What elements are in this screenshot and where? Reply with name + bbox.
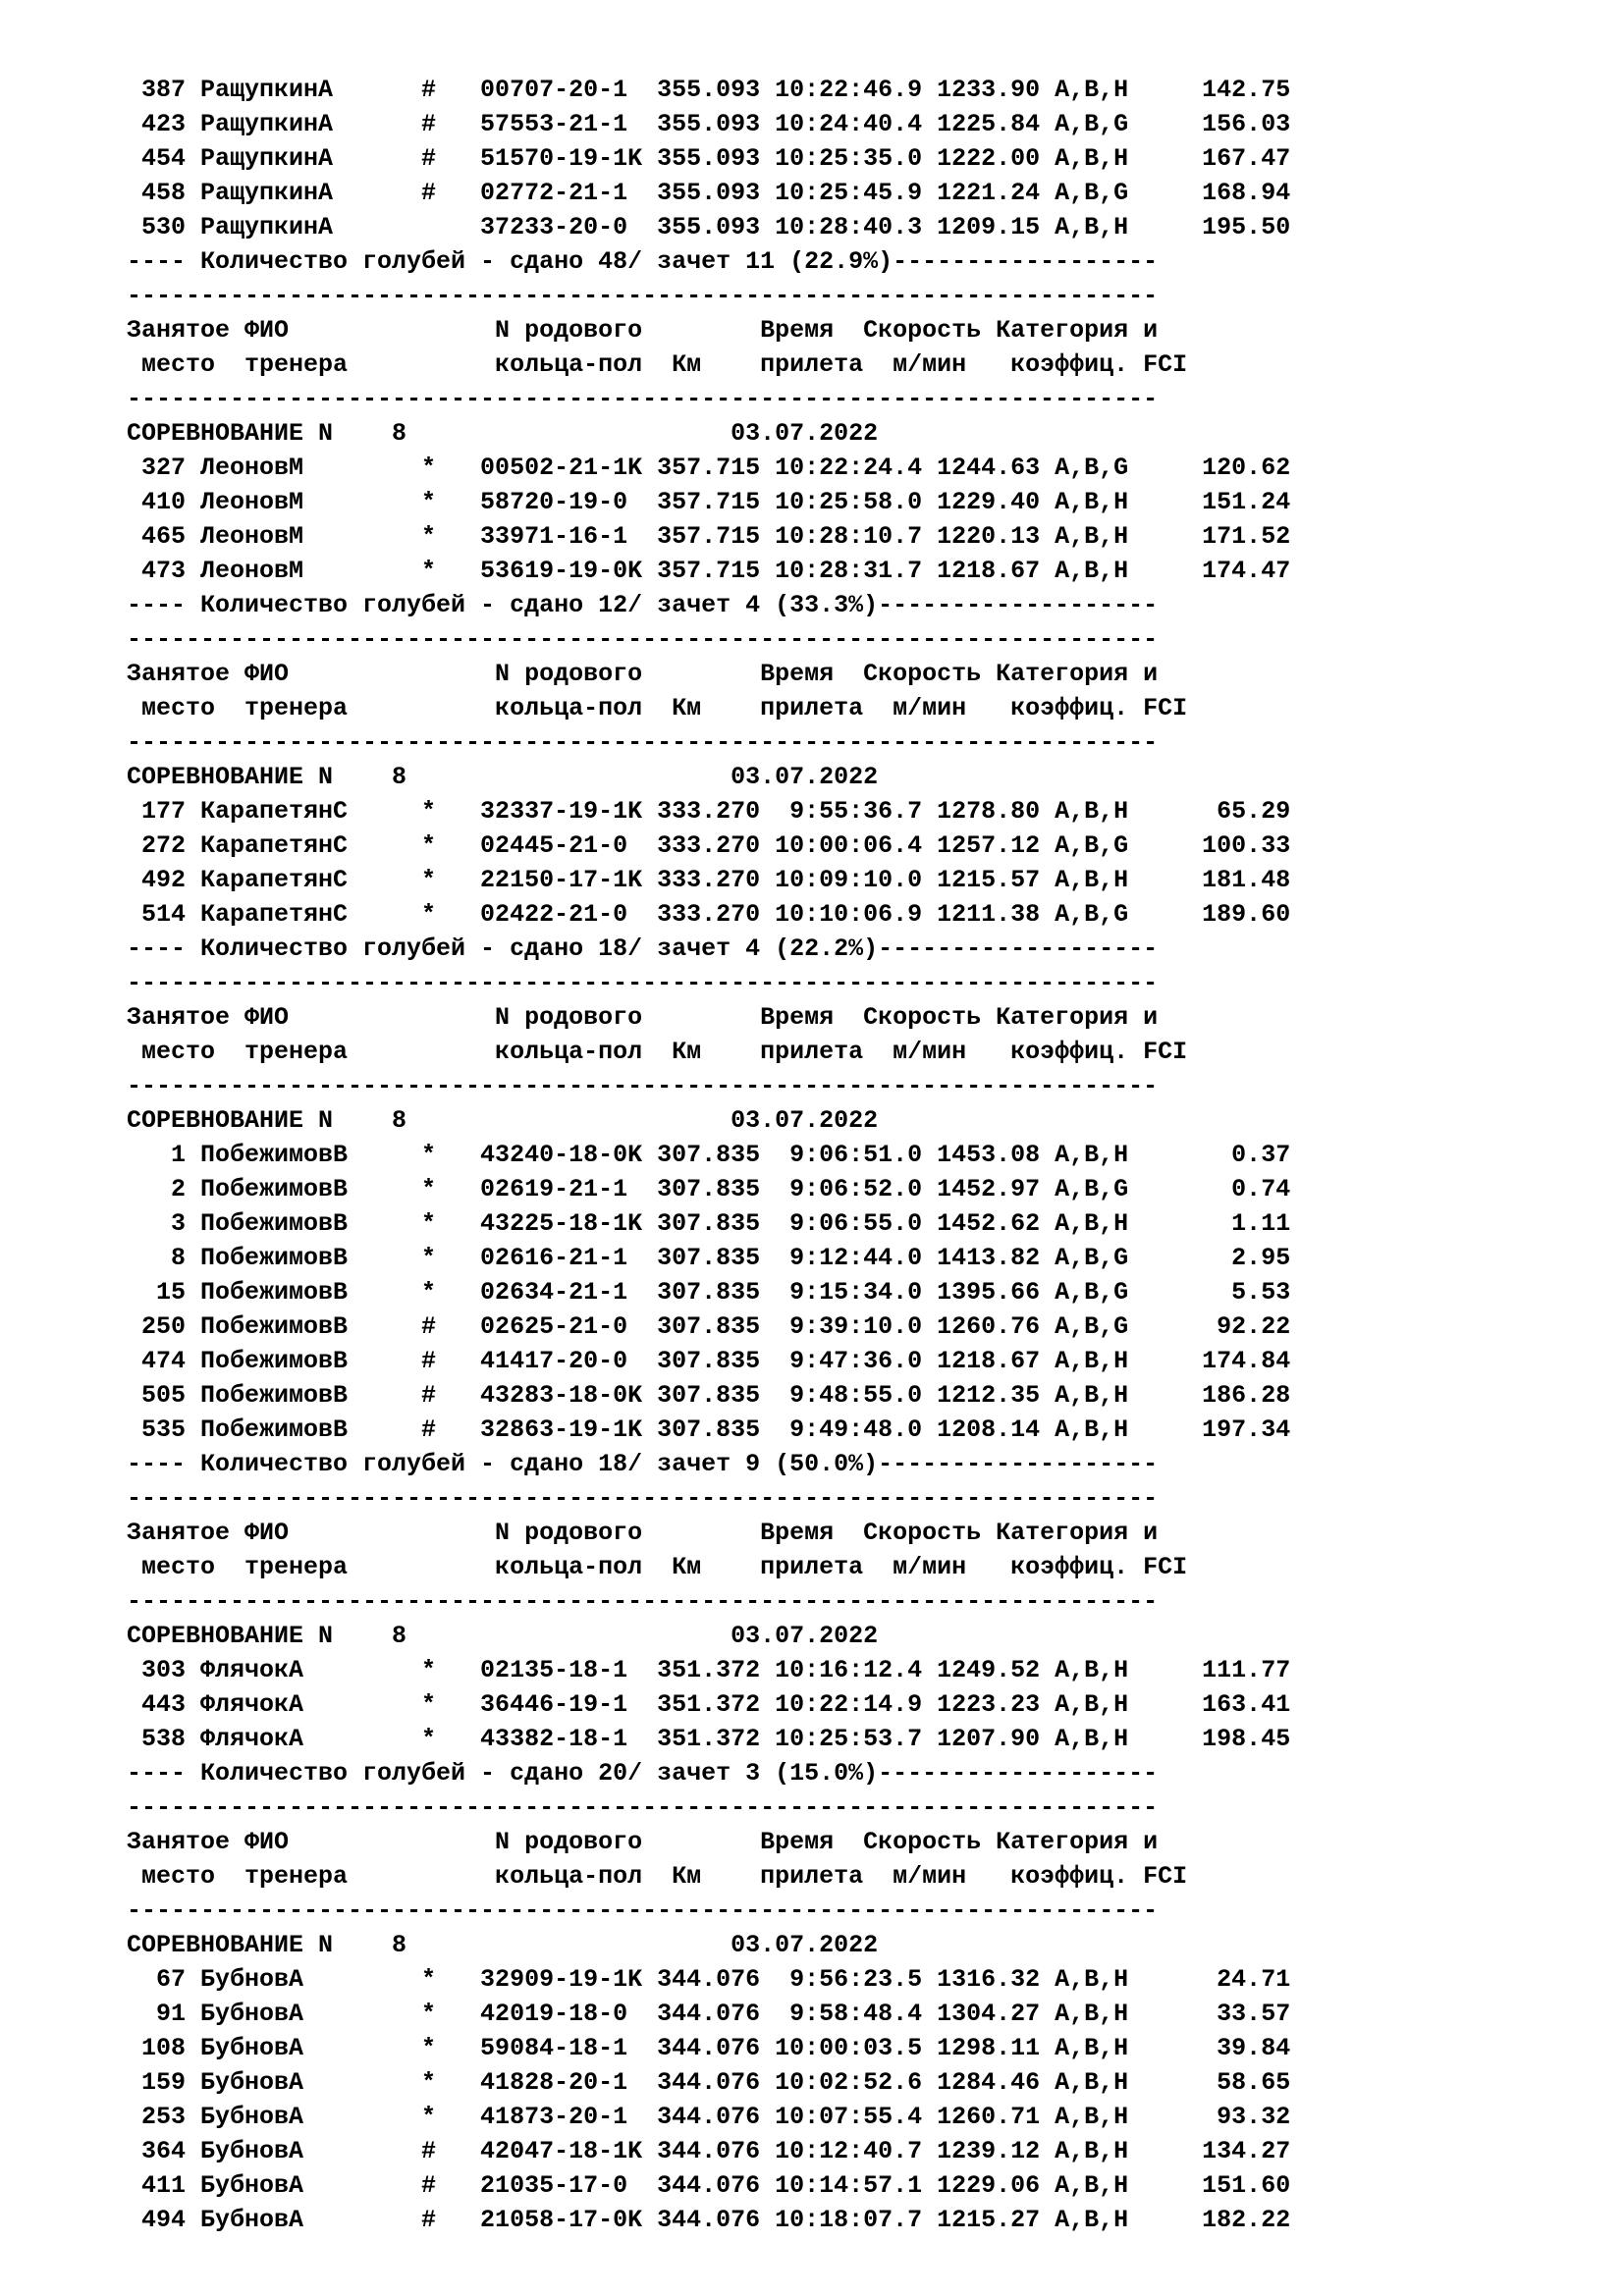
table-row: 411 БубновА # 21035-17-0 344.076 10:14:57.1 1229.06 A,B,H 151.60	[127, 2171, 1291, 2200]
column-header-row: Занятое ФИО N родового Время Скорость Категория и	[127, 660, 1159, 688]
table-row: 364 БубновА # 42047-18-1K 344.076 10:12:40.7 1239.12 A,B,H 134.27	[127, 2137, 1291, 2165]
table-row: 250 ПобежимовВ # 02625-21-0 307.835 9:39:10.0 1260.76 A,B,G 92.22	[127, 1312, 1291, 1341]
competition-heading: СОРЕВНОВАНИЕ N 8 03.07.2022	[127, 419, 879, 448]
divider: ----------------------------------------------------------------------	[127, 625, 1159, 654]
table-row: 423 РащупкинА # 57553-21-1 355.093 10:24:40.4 1225.84 A,B,G 156.03	[127, 110, 1291, 138]
column-header-row: Занятое ФИО N родового Время Скорость Категория и	[127, 316, 1159, 345]
column-header-row: место тренера кольца-пол Км прилета м/мин коэффиц. FCI	[127, 1862, 1188, 1891]
pigeon-count-summary: ---- Количество голубей - сдано 20/ зачет 3 (15.0%)-------------------	[127, 1759, 1159, 1788]
table-row: 443 ФлячокА * 36446-19-1 351.372 10:22:14.9 1223.23 A,B,H 163.41	[127, 1690, 1291, 1719]
table-row: 1 ПобежимовВ * 43240-18-0K 307.835 9:06:51.0 1453.08 A,B,H 0.37	[127, 1141, 1291, 1169]
column-header-row: Занятое ФИО N родового Время Скорость Категория и	[127, 1519, 1159, 1547]
table-row: 108 БубновА * 59084-18-1 344.076 10:00:03.5 1298.11 A,B,H 39.84	[127, 2034, 1291, 2062]
table-row: 474 ПобежимовВ # 41417-20-0 307.835 9:47:36.0 1218.67 A,B,H 174.84	[127, 1347, 1291, 1375]
table-row: 327 ЛеоновМ * 00502-21-1K 357.715 10:22:24.4 1244.63 A,B,G 120.62	[127, 454, 1291, 482]
competition-heading: СОРЕВНОВАНИЕ N 8 03.07.2022	[127, 763, 879, 791]
column-header-row: место тренера кольца-пол Км прилета м/мин коэффиц. FCI	[127, 1553, 1188, 1581]
competition-heading: СОРЕВНОВАНИЕ N 8 03.07.2022	[127, 1106, 879, 1135]
table-row: 91 БубновА * 42019-18-0 344.076 9:58:48.4 1304.27 A,B,H 33.57	[127, 2000, 1291, 2028]
table-row: 410 ЛеоновМ * 58720-19-0 357.715 10:25:58.0 1229.40 A,B,H 151.24	[127, 488, 1291, 516]
column-header-row: место тренера кольца-пол Км прилета м/мин коэффиц. FCI	[127, 1038, 1188, 1066]
table-row: 505 ПобежимовВ # 43283-18-0K 307.835 9:48:55.0 1212.35 A,B,H 186.28	[127, 1381, 1291, 1410]
competition-heading: СОРЕВНОВАНИЕ N 8 03.07.2022	[127, 1622, 879, 1650]
divider: ----------------------------------------------------------------------	[127, 728, 1159, 757]
divider: ----------------------------------------------------------------------	[127, 1793, 1159, 1822]
table-row: 3 ПобежимовВ * 43225-18-1K 307.835 9:06:55.0 1452.62 A,B,H 1.11	[127, 1209, 1291, 1238]
table-row: 15 ПобежимовВ * 02634-21-1 307.835 9:15:34.0 1395.66 A,B,G 5.53	[127, 1278, 1291, 1307]
table-row: 454 РащупкинА # 51570-19-1K 355.093 10:25:35.0 1222.00 A,B,H 167.47	[127, 144, 1291, 173]
table-row: 530 РащупкинА 37233-20-0 355.093 10:28:40.3 1209.15 A,B,H 195.50	[127, 213, 1291, 241]
table-row: 514 КарапетянС * 02422-21-0 333.270 10:10:06.9 1211.38 A,B,G 189.60	[127, 900, 1291, 929]
table-row: 458 РащупкинА # 02772-21-1 355.093 10:25:45.9 1221.24 A,B,G 168.94	[127, 179, 1291, 207]
table-row: 303 ФлячокА * 02135-18-1 351.372 10:16:12.4 1249.52 A,B,H 111.77	[127, 1656, 1291, 1684]
column-header-row: Занятое ФИО N родового Время Скорость Категория и	[127, 1003, 1159, 1032]
table-row: 535 ПобежимовВ # 32863-19-1K 307.835 9:49:48.0 1208.14 A,B,H 197.34	[127, 1415, 1291, 1444]
competition-heading: СОРЕВНОВАНИЕ N 8 03.07.2022	[127, 1931, 879, 1959]
table-row: 253 БубновА * 41873-20-1 344.076 10:07:55.4 1260.71 A,B,H 93.32	[127, 2103, 1291, 2131]
table-row: 159 БубновА * 41828-20-1 344.076 10:02:52.6 1284.46 A,B,H 58.65	[127, 2068, 1291, 2097]
pigeon-count-summary: ---- Количество голубей - сдано 18/ зачет 9 (50.0%)-------------------	[127, 1450, 1159, 1478]
divider: ----------------------------------------------------------------------	[127, 1072, 1159, 1100]
table-row: 387 РащупкинА # 00707-20-1 355.093 10:22:46.9 1233.90 A,B,H 142.75	[127, 76, 1291, 104]
table-row: 8 ПобежимовВ * 02616-21-1 307.835 9:12:44.0 1413.82 A,B,G 2.95	[127, 1244, 1291, 1272]
divider: ----------------------------------------------------------------------	[127, 385, 1159, 413]
pigeon-count-summary: ---- Количество голубей - сдано 18/ зачет 4 (22.2%)-------------------	[127, 934, 1159, 963]
divider: ----------------------------------------------------------------------	[127, 969, 1159, 997]
table-row: 473 ЛеоновМ * 53619-19-0K 357.715 10:28:31.7 1218.67 A,B,H 174.47	[127, 557, 1291, 585]
divider: ----------------------------------------------------------------------	[127, 1896, 1159, 1925]
divider: ----------------------------------------------------------------------	[127, 1484, 1159, 1513]
table-row: 538 ФлячокА * 43382-18-1 351.372 10:25:53.7 1207.90 A,B,H 198.45	[127, 1725, 1291, 1753]
table-row: 67 БубновА * 32909-19-1K 344.076 9:56:23.5 1316.32 A,B,H 24.71	[127, 1965, 1291, 1994]
table-row: 492 КарапетянС * 22150-17-1K 333.270 10:09:10.0 1215.57 A,B,H 181.48	[127, 866, 1291, 894]
results-report	[127, 73, 1290, 2237]
table-row: 465 ЛеоновМ * 33971-16-1 357.715 10:28:10.7 1220.13 A,B,H 171.52	[127, 522, 1291, 551]
table-row: 2 ПобежимовВ * 02619-21-1 307.835 9:06:52.0 1452.97 A,B,G 0.74	[127, 1175, 1291, 1203]
column-header-row: место тренера кольца-пол Км прилета м/мин коэффиц. FCI	[127, 694, 1188, 722]
divider: ----------------------------------------------------------------------	[127, 1587, 1159, 1616]
table-row: 494 БубновА # 21058-17-0K 344.076 10:18:07.7 1215.27 A,B,H 182.22	[127, 2206, 1291, 2234]
table-row: 177 КарапетянС * 32337-19-1K 333.270 9:55:36.7 1278.80 A,B,H 65.29	[127, 797, 1291, 826]
column-header-row: Занятое ФИО N родового Время Скорость Категория и	[127, 1828, 1159, 1856]
pigeon-count-summary: ---- Количество голубей - сдано 12/ зачет 4 (33.3%)-------------------	[127, 591, 1159, 619]
divider: ----------------------------------------------------------------------	[127, 282, 1159, 310]
pigeon-count-summary: ---- Количество голубей - сдано 48/ зачет 11 (22.9%)------------------	[127, 247, 1159, 276]
table-row: 272 КарапетянС * 02445-21-0 333.270 10:00:06.4 1257.12 A,B,G 100.33	[127, 831, 1291, 860]
column-header-row: место тренера кольца-пол Км прилета м/мин коэффиц. FCI	[127, 350, 1188, 379]
